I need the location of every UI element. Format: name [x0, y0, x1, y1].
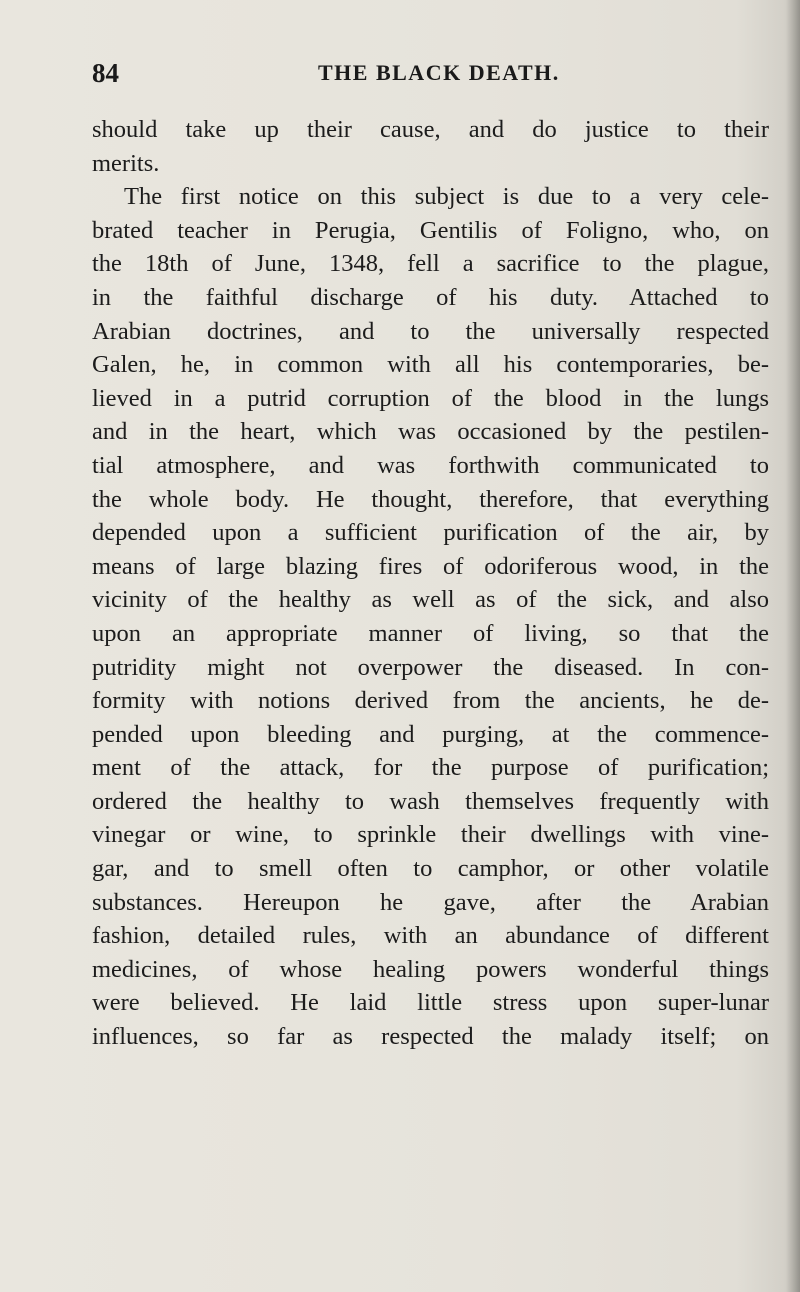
text-line: the 18th of June, 1348, fell a sacrifice to the plague,	[92, 250, 769, 278]
text-line: vicinity of the healthy as well as of the sick, and also	[92, 586, 769, 614]
text-line: upon an appropriate manner of living, so that the	[92, 619, 769, 647]
text-line: fashion, detailed rules, with an abundance of different	[92, 922, 769, 950]
text-line: depended upon a sufficient purification of the air, by	[92, 519, 769, 547]
text-line: ment of the attack, for the purpose of purification;	[92, 754, 769, 782]
text-line: lieved in a putrid corruption of the blood in the lungs	[92, 384, 769, 412]
text-line: vinegar or wine, to sprinkle their dwellings with vine-	[92, 821, 769, 849]
text-line: brated teacher in Perugia, Gentilis of Foligno, who, on	[92, 216, 769, 244]
text-line: and in the heart, which was occasioned by the pestilen-	[92, 418, 769, 446]
text-line: pended upon bleeding and purging, at the commence-	[92, 720, 769, 748]
page-edge-shadow	[786, 0, 800, 1292]
running-head	[92, 58, 772, 92]
text-line: were believed. He laid little stress upon super-lunar	[92, 989, 769, 1017]
text-line: putridity might not overpower the diseased. In con-	[92, 653, 769, 681]
text-line: means of large blazing fires of odoriferous wood, in the	[92, 552, 769, 580]
text-line: ordered the healthy to wash themselves frequently with	[92, 787, 769, 815]
text-line: medicines, of whose healing powers wonderful things	[92, 955, 769, 983]
text-line: The first notice on this subject is due to a very cele-	[124, 183, 769, 211]
text-line: Arabian doctrines, and to the universally respected	[92, 317, 769, 345]
chapter-title: THE BLACK DEATH.	[318, 60, 560, 85]
text-line: should take up their cause, and do justice to their	[92, 116, 769, 143]
text-line: influences, so far as respected the malady itself; on	[92, 1023, 769, 1051]
text-line: Galen, he, in common with all his contemporaries, be-	[92, 351, 769, 379]
body-text	[92, 113, 769, 1054]
page-number: 84	[92, 58, 119, 88]
text-line: merits.	[92, 149, 160, 177]
text-line: in the faithful discharge of his duty. Attached to	[92, 283, 769, 311]
text-line: tial atmosphere, and was forthwith communicated to	[92, 451, 769, 479]
text-line: the whole body. He thought, therefore, that everything	[92, 485, 769, 513]
text-line: formity with notions derived from the ancients, he de-	[92, 687, 769, 715]
text-line: gar, and to smell often to camphor, or other volatile	[92, 855, 769, 883]
text-line: substances. Hereupon he gave, after the Arabian	[92, 888, 769, 916]
